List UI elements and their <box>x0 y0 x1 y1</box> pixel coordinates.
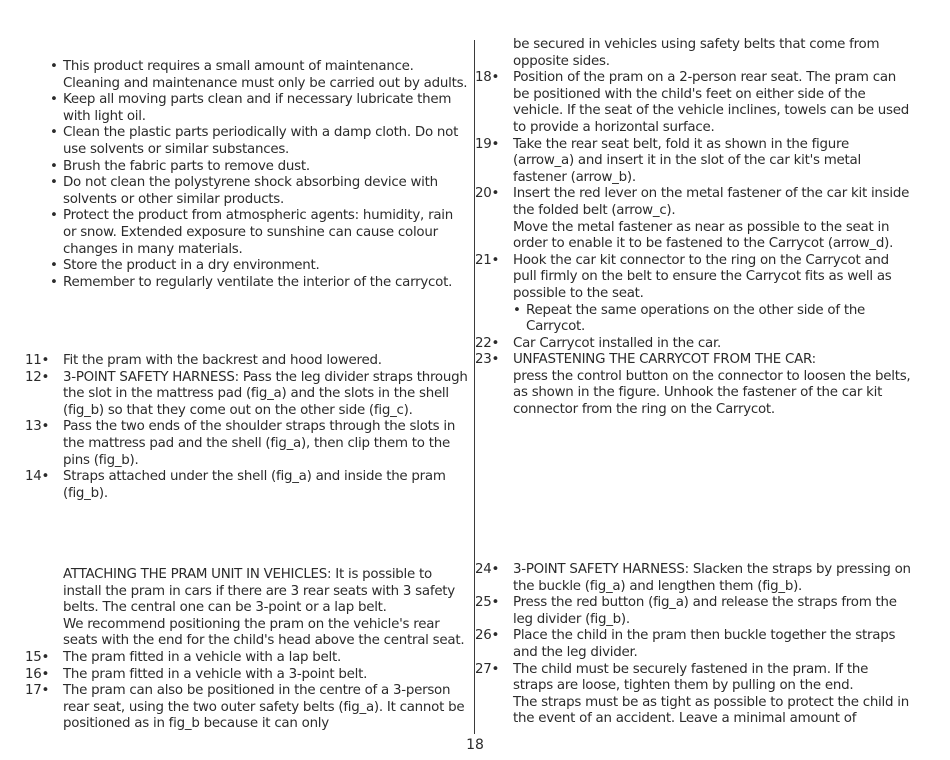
bullet-icon: • <box>50 208 58 224</box>
step-number: 22• <box>475 335 500 351</box>
step-item: 15• The pram fitted in a vehicle with a lap belt. <box>25 649 342 665</box>
step-item: 22• Car Carrycot installed in the car. <box>475 335 722 351</box>
step-number: 19• <box>475 136 500 152</box>
step-item: 25• Press the red button (fig_a) and release the straps from the leg divider (fig_b). <box>475 595 897 627</box>
step-number: 20• <box>475 186 500 202</box>
step-item: 23• UNFASTENING THE CARRYCOT FROM THE CAR: <box>475 352 816 368</box>
step-number: 21• <box>475 252 500 268</box>
maintenance-item: • Brush the fabric parts to remove dust. <box>50 158 310 174</box>
right-lower-section <box>475 562 912 728</box>
bullet-icon: • <box>50 258 58 274</box>
bullet-icon: • <box>50 158 58 174</box>
step23-extra: press the control button on the connector to loosen the belts, as shown in the figure. Unhook the fastener of the car kit connector from the ring on the Carrycot. <box>513 368 911 418</box>
step-item: 17• The pram can also be positioned in the centre of a 3-person rear seat, using the two outer safety belts (fig_a). It cannot be positioned as in fig_b because it can only <box>25 683 465 732</box>
step21-bullet: • Repeat the same operations on the other side of the Carrycot. <box>513 302 866 335</box>
maintenance-item: • Protect the product from atmospheric agents: humidity, rain or snow. Extended exposure to sunshine can cause colour changes in many materials. <box>50 208 453 257</box>
step-number: 25• <box>475 595 500 611</box>
maintenance-item: • Do not clean the polystyrene shock absorbing device with solvents or other similar products. <box>50 175 438 207</box>
step-number: 17• <box>25 683 50 699</box>
step-item: 11• Fit the pram with the backrest and hood lowered. <box>25 353 382 368</box>
step-item: 14• Straps attached under the shell (fig_a) and inside the pram (fig_b). <box>25 469 446 501</box>
bullet-icon: • <box>50 175 58 191</box>
step-number: 26• <box>475 628 500 644</box>
maintenance-item: • Store the product in a dry environment. <box>50 258 320 274</box>
step-item: 12• 3-POINT SAFETY HARNESS: Pass the leg divider straps through the slot in the mattress pad (fig_a) and the slots in the shell (fig_b) so that they come out on the other side (fig_c). <box>25 369 468 418</box>
step-item: 18• Position of the pram on a 2-person rear seat. The pram can be positioned with the child's feet on either side of the vehicle. If the seat of the vehicle inclines, towels can be used to provide a horizontal surface. <box>475 70 909 135</box>
bullet-icon: • <box>50 92 58 108</box>
maintenance-list <box>50 59 468 291</box>
page-number: 18 <box>466 737 484 753</box>
maintenance-item: • Remember to regularly ventilate the interior of the carrycot. <box>50 274 453 290</box>
vehicle-section <box>25 567 468 733</box>
maintenance-item: • Clean the plastic parts periodically with a damp cloth. Do not use solvents or similar substances. <box>50 125 459 157</box>
step-number: 11• <box>25 353 50 368</box>
continuation-text: be secured in vehicles using safety belts that come from opposite sides. <box>513 37 880 69</box>
step-number: 14• <box>25 469 50 485</box>
step-item: 24• 3-POINT SAFETY HARNESS: Slacken the straps by pressing on the buckle (fig_a) and lengthen them (fig_b). <box>475 562 911 594</box>
maintenance-item: • This product requires a small amount of maintenance. Cleaning and maintenance must only be carried out by adults. <box>50 59 468 91</box>
bullet-icon: • <box>50 125 58 141</box>
step-number: 12• <box>25 369 50 385</box>
step-number: 15• <box>25 649 50 665</box>
step-number: 27• <box>475 661 500 677</box>
vehicle-recommend: We recommend positioning the pram on the vehicle's rear seats with the end for the child's head above the central seat. <box>63 616 465 649</box>
bullet-icon: • <box>50 59 58 74</box>
step-number: 13• <box>25 419 50 435</box>
step20-extra: Move the metal fastener as near as possible to the seat in order to enable it to be fastened to the Carrycot (arrow_d). <box>513 219 894 252</box>
step-item: 19• Take the rear seat belt, fold it as shown in the figure (arrow_a) and insert it in the slot of the car kit's metal fastener (arrow_b). <box>475 136 861 185</box>
step-item: 16• The pram fitted in a vehicle with a 3-point belt. <box>25 666 368 682</box>
step-item: 13• Pass the two ends of the shoulder straps through the slots in the mattress pad and the shell (fig_a), then clip them to the pins (fig_b). <box>25 419 456 468</box>
step-item: 20• Insert the red lever on the metal fastener of the car kit inside the folded belt (arrow_c). <box>475 186 910 218</box>
step-number: 23• <box>475 352 500 368</box>
bullet-icon: • <box>50 274 58 290</box>
step-number: 16• <box>25 666 50 682</box>
bullet-icon: • <box>513 302 521 318</box>
step-item: 26• Place the child in the pram then buckle together the straps and the leg divider. <box>475 628 896 660</box>
harness-steps <box>25 353 468 502</box>
step-number: 18• <box>475 70 500 86</box>
vehicle-intro: ATTACHING THE PRAM UNIT IN VEHICLES: It is possible to install the pram in cars if there are 3 rear seats with 3 safety belts. The central one can be 3-point or a lap belt. <box>63 567 455 616</box>
step-item: 21• Hook the car kit connector to the ring on the Carrycot and pull firmly on the belt to ensure the Carrycot fits as well as possible to the seat. <box>475 252 892 301</box>
step27-extra: The straps must be as tight as possible to protect the child in the event of an accident. Leave a minimal amount of <box>513 694 909 727</box>
right-upper-section <box>475 37 912 419</box>
maintenance-item: • Keep all moving parts clean and if necessary lubricate them with light oil. <box>50 92 452 124</box>
step-number: 24• <box>475 562 500 577</box>
step-item: 27• The child must be securely fastened in the pram. If the straps are loose, tighten them by pulling on the end. <box>475 661 869 694</box>
